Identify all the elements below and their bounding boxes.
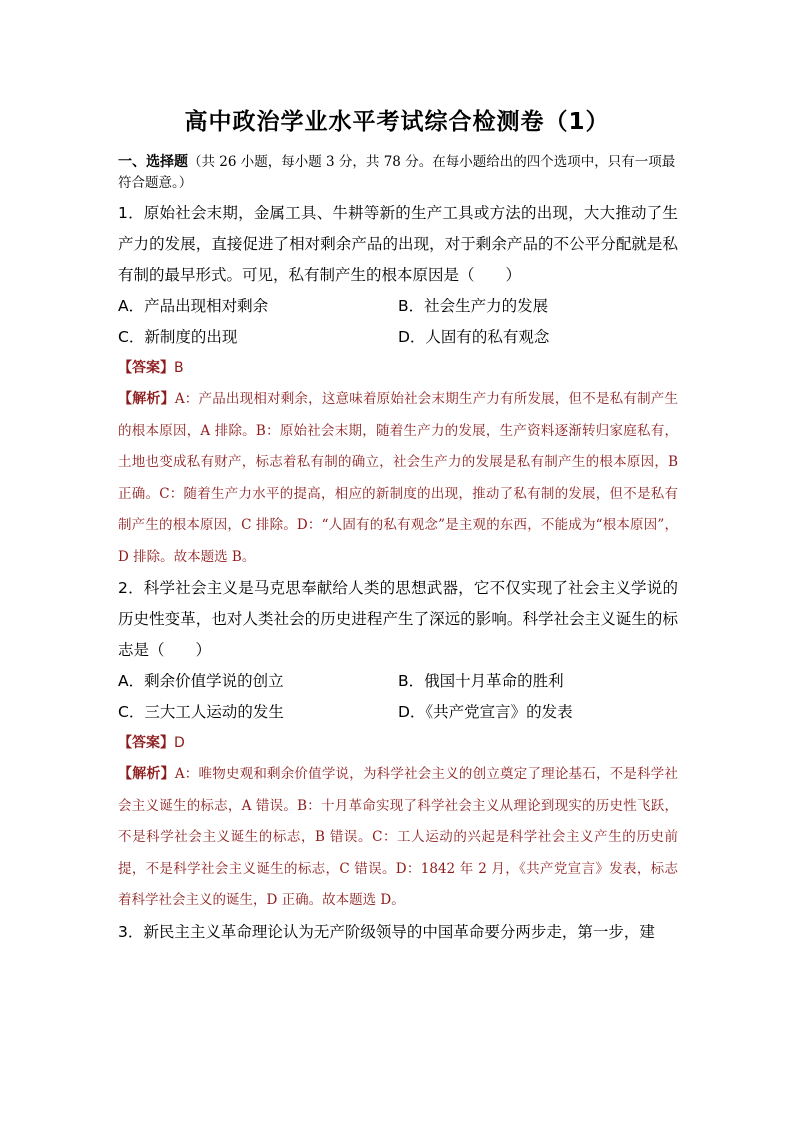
page-title: 高中政治学业水平考试综合检测卷（1）: [184, 109, 610, 135]
question-3: [118, 917, 678, 948]
question-options: [118, 666, 678, 728]
section-header: [118, 152, 678, 194]
section-note: （共 26 小题，每小题 3 分，共 78 分。在每小题给出的四个选项中，只有一项最符合题意。）: [118, 154, 676, 191]
question-options: [118, 291, 678, 353]
option-d: D．《共产党宣言》的发表: [398, 703, 573, 721]
option-d: D．人固有的私有观念: [398, 328, 550, 346]
section-heading: 一、选择题: [118, 154, 188, 170]
explanation-label: 【解析】: [118, 391, 175, 407]
question-2: [118, 573, 678, 917]
question-stem: 3．新民主主义革命理论认为无产阶级领导的中国革命要分两步走，第一步，建: [118, 922, 655, 941]
answer-value: D: [174, 735, 185, 751]
explanation: [118, 384, 678, 573]
explanation: [118, 759, 678, 917]
explanation-text: A：唯物史观和剩余价值学说，为科学社会主义的创立奠定了理论基石，不是科学社会主义诞生的标志，A 错误。B：十月革命实现了科学社会主义从理论到现实的历史性飞跃，不是科学社会主义诞生的标志，B 错误。C：工人运动的兴起是科学社会主义产生的历史前提，不是科学社会主义诞生的标志，C 错误。D：1842 年 2 月，《共产党宣言》发表，标志着科学社会主义的诞生，D 正确。故本题选 D。: [118, 766, 679, 908]
option-b: B．社会生产力的发展: [398, 297, 549, 315]
answer-label: 【答案】: [118, 360, 174, 376]
explanation-label: 【解析】: [118, 766, 175, 782]
document-body: [118, 152, 678, 948]
answer-line: [118, 353, 678, 384]
answer-label: 【答案】: [118, 735, 174, 751]
option-c: C．新制度的出现: [118, 328, 238, 346]
option-b: B．俄国十月革命的胜利: [398, 672, 564, 690]
question-1: [118, 198, 678, 573]
option-a: A．产品出现相对剩余: [118, 297, 269, 315]
answer-line: [118, 728, 678, 759]
explanation-text: A：产品出现相对剩余，这意味着原始社会末期生产力有所发展，但不是私有制产生的根本原因，A 排除。B：原始社会末期，随着生产力的发展，生产资料逐渐转归家庭私有，土地也变成私有财产，标志着私有制的确立，社会生产力的发展是私有制产生的根本原因，B 正确。C：随着生产力水平的提高，相应的新制度的出现，推动了私有制的发展，但不是私有制产生的根本原因，C 排除。D：“人固有的私有观念”是主观的东西，不能成为“根本原因”，D 排除。故本题选 B。: [118, 391, 679, 565]
answer-value: B: [174, 360, 184, 376]
option-c: C．三大工人运动的发生: [118, 703, 284, 721]
question-stem: 1．原始社会末期，金属工具、牛耕等新的生产工具或方法的出现，大大推动了生产力的发展，直接促进了相对剩余产品的出现，对于剩余产品的不公平分配就是私有制的最早形式。可见，私有制产生的根本原因是（ ）: [118, 204, 678, 284]
option-a: A．剩余价值学说的创立: [118, 672, 284, 690]
question-stem: 2．科学社会主义是马克思奉献给人类的思想武器，它不仅实现了社会主义学说的历史性变革，也对人类社会的历史进程产生了深远的影响。科学社会主义诞生的标志是（ ）: [118, 579, 678, 659]
